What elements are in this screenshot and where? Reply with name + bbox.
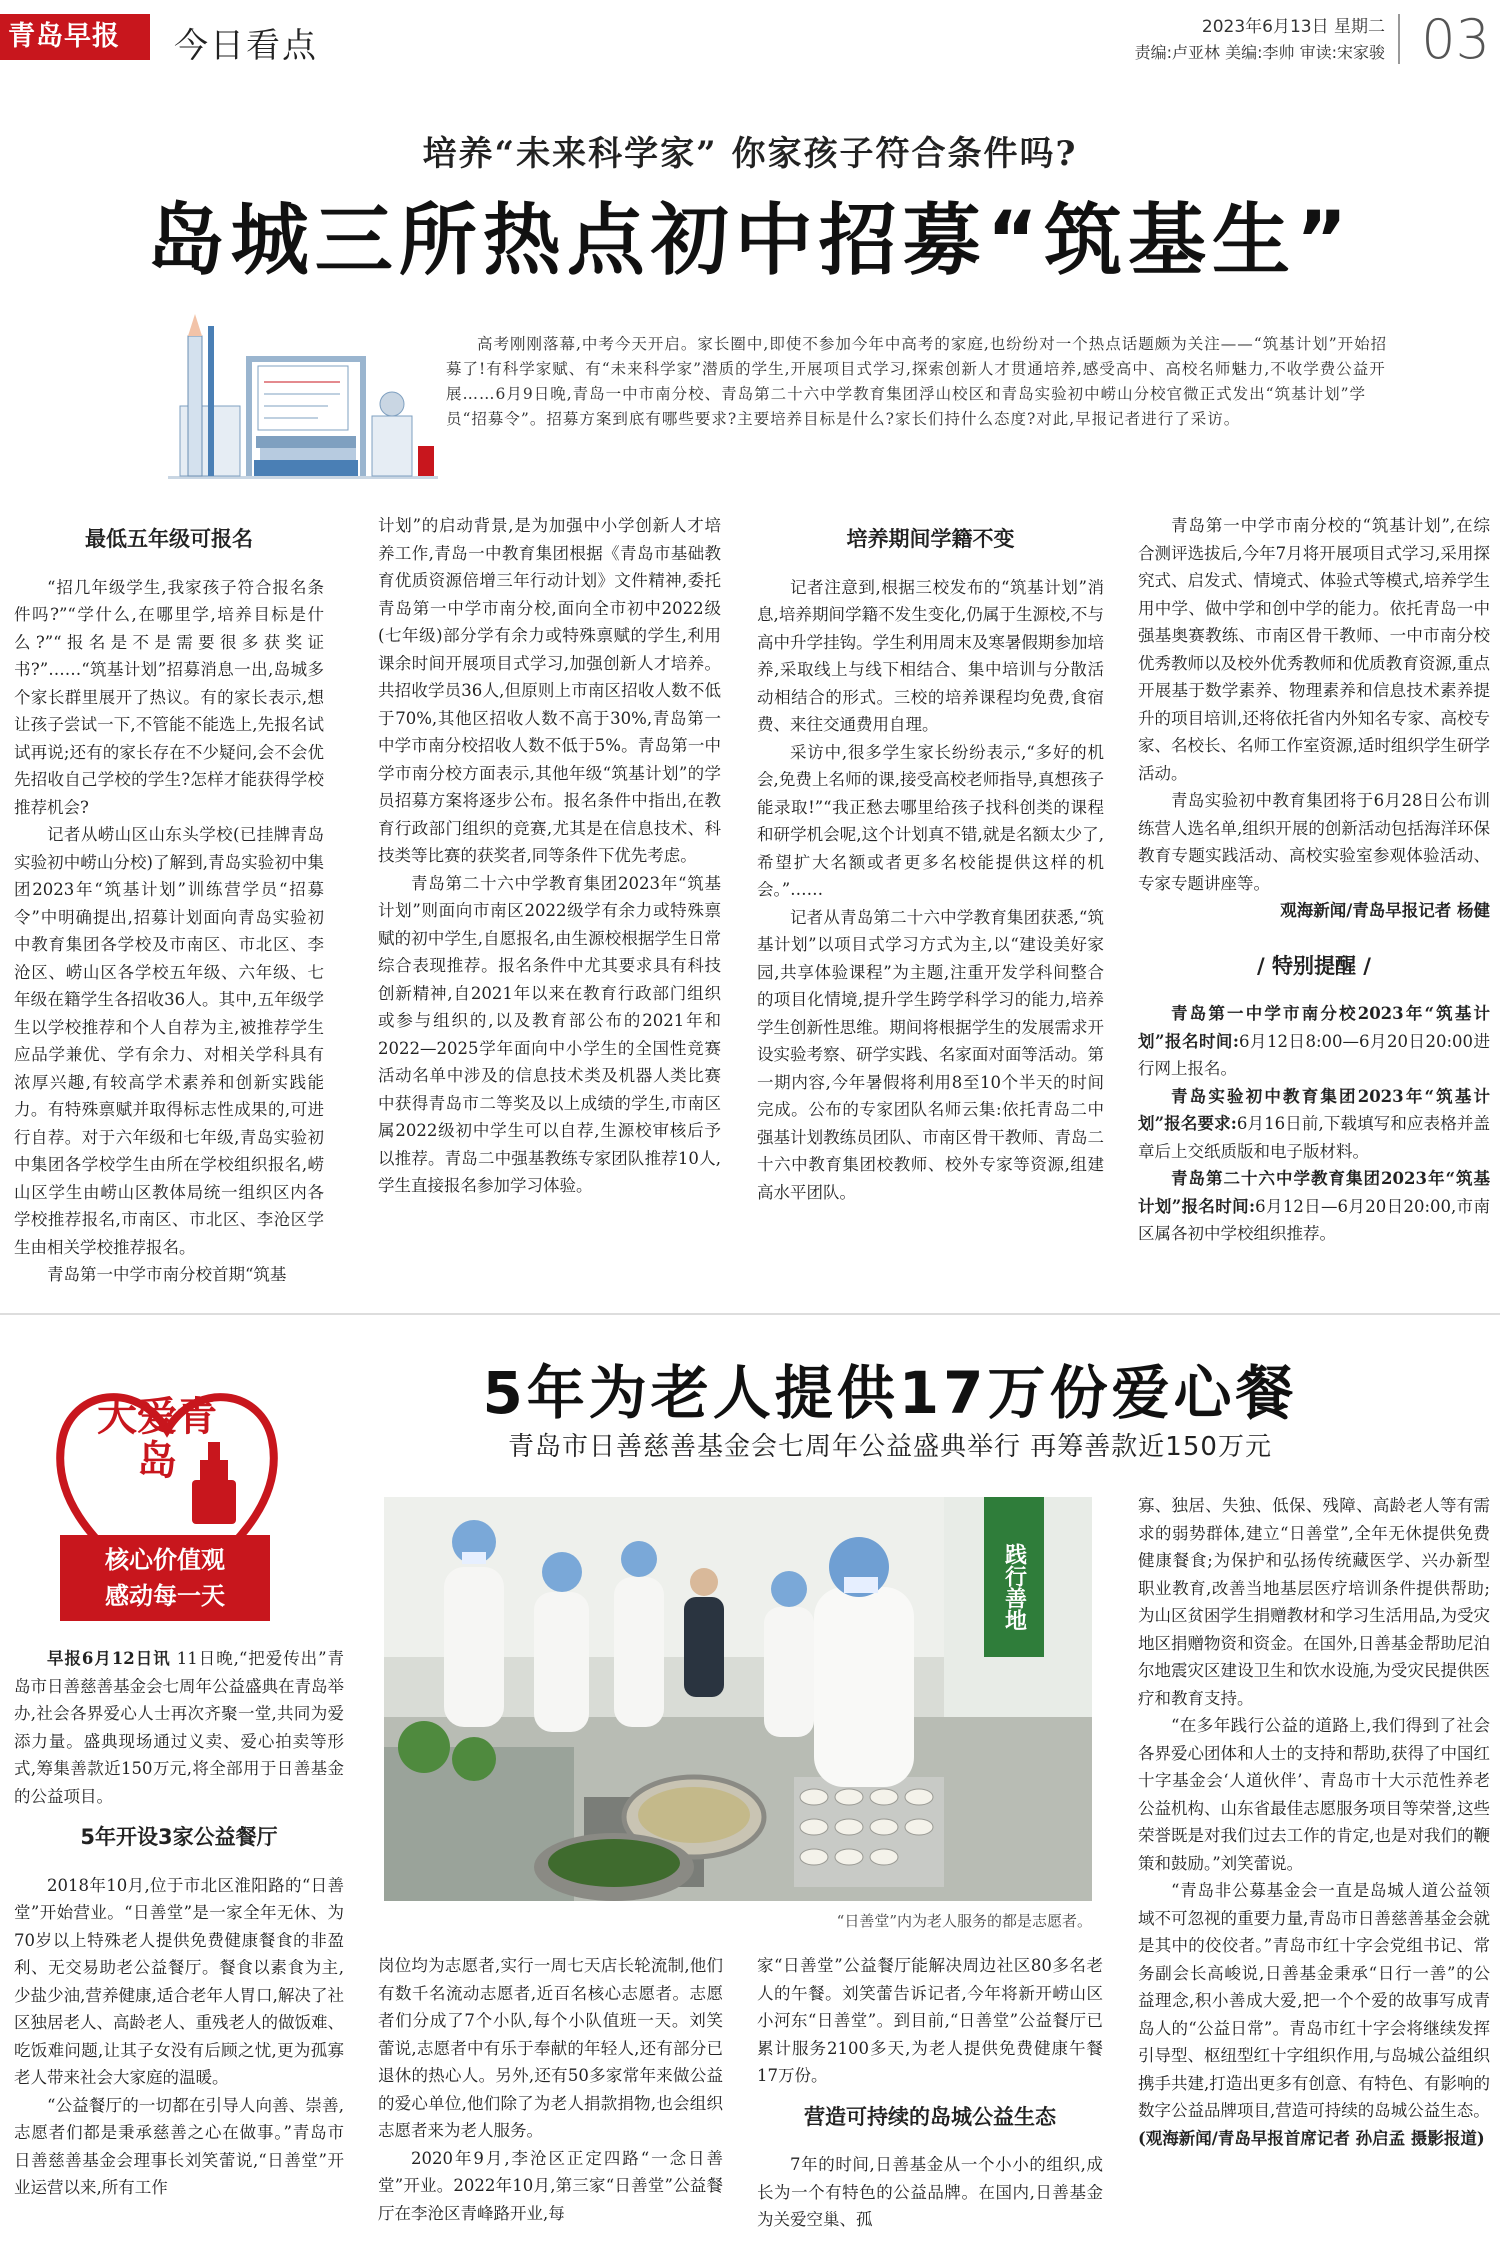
paragraph: 家“日善堂”公益餐厅能解决周边社区80多名老人的午餐。刘笑蕾告诉记者,今年将新开崂山区小河东“日善堂”。到目前,“日善堂”公益餐厅已累计服务2100多天,为老人提供免费健康午餐17万份。: [757, 1956, 1103, 2085]
masthead: [0, 0, 1500, 74]
paragraph: “青岛非公募基金会一直是岛城人道公益领域不可忽视的重要力量,青岛市日善慈善基金会就是其中的佼佼者。”青岛市红十字会党组书记、常务副会长高峻说,日善基金秉承“日行一善”的公益理念,积小善成大爱,把一个个爱的故事写成青岛人的“公益日常”。青岛市红十字会将继续发挥引导型、枢纽型红十字组织作用,与岛城公益组织携手共建,打造出更多有创意、有特色、有影响的数字公益品牌项目,营造可持续的岛城公益生态。: [1138, 1881, 1490, 2120]
books-illustration: [168, 296, 438, 482]
paragraph: 11日晚,“把爱传出”青岛市日善慈善基金会七周年公益盛典在青岛举办,社会各界爱心人士再次齐聚一堂,共同为爱添力量。盛典现场通过义卖、爱心拍卖等形式,筹集善款近150万元,将全部用于日善基金的公益项目。: [14, 1649, 344, 1806]
notice-item: [1138, 1000, 1490, 1083]
paragraph: 记者从青岛第二十六中学教育集团获悉,“筑基计划”以项目式学习方式为主,以“建设美好家园,共享体验课程”为主题,注重开发学科间整合的项目化情境,提升学生跨学科学习的能力,培养学生创新性思维。期间将根据学生的发展需求开设实验考察、研学实践、名家面对面等活动。第一期内容,今年暑假将利用8至10个半天的时间完成。公布的专家团队名师云集:依托青岛二中强基计划教练员团队、市南区骨干教师、青岛二十六中教育集团校教师、校外专家等资源,组建高水平团队。: [757, 907, 1104, 1202]
story-separator: [0, 1313, 1500, 1315]
masthead-divider: [1398, 14, 1400, 64]
volunteers-photo: [384, 1497, 1092, 1901]
banner-line: 核心价值观: [105, 1545, 225, 1574]
story2-column-4: [1138, 1492, 1490, 2152]
story2-column-3: [757, 1952, 1103, 2234]
paragraph: 2018年10月,位于市北区淮阳路的“日善堂”开始营业。“日善堂”是一家全年无休、为70岁以上特殊老人提供免费健康餐食的非盈利、无交易助老公益餐厅。餐食以素食为主,少盐少油,营养健康,适合老年人胃口,解决了社区独居老人、高龄老人、重残老人的做饭难、吃饭难问题,让其子女没有后顾之忧,更为孤寡老人带来社会大家庭的温暖。: [14, 1875, 344, 2087]
paragraph: 采访中,很多学生家长纷纷表示,“多好的机会,免费上名师的课,接受高校老师指导,真想孩子能录取!”“我正愁去哪里给孩子找科创类的课程和研学机会呢,这个计划真不错,就是名额太少了,希望扩大名额或者更多名校能提供这样的机会。”……: [757, 742, 1104, 899]
paragraph: “招几年级学生,我家孩子符合报名条件吗?”“学什么,在哪里学,培养目标是什么?”“报名是不是需要很多获奖证书?”……“筑基计划”招募消息一出,岛城多个家长群里展开了热议。有的家长表示,想让孩子尝试一下,不管能不能选上,先报名试试再说;还有的家长存在不少疑问,会不会优先招收自己学校的学生?怎样才能获得学校推荐机会?: [14, 577, 324, 817]
story1-headline: 岛城三所热点初中招募“筑基生”: [146, 196, 1354, 286]
story1-column-2: [378, 512, 721, 1200]
story1-intro: 高考刚刚落幕,中考今天开启。家长圈中,即使不参加今年中高考的家庭,也纷纷对一个热点话题颇为关注——“筑基计划”开始招募了!有科学家赋、有“未来科学家”潜质的学生,开展项目式学习,探索创新人才贯通培养,感受高中、高校名师魅力,不收学费公益开展……6月9日晚,青岛一中市南分校、青岛第二十六中学教育集团浮山校区和青岛实验初中崂山分校官微正式发出“筑基计划”学员“招募令”。招募方案到底有哪些要求?主要培养目标是什么?家长们持什么态度?对此,早报记者进行了采访。: [446, 335, 1388, 428]
notice-lead: 青岛第二十六中学教育集团2023年“筑基计划”报名时间:: [1138, 1169, 1490, 1216]
notice-item: [1138, 1083, 1490, 1166]
section-title: 今日看点: [174, 26, 318, 66]
notice-text: 6月12日8:00—6月20日20:00进行网上报名。: [1138, 1031, 1490, 1078]
banner-line: 感动每一天: [105, 1581, 225, 1610]
editor-credits: 责编:卢亚林 美编:李帅 审读:宋家骏: [1134, 43, 1385, 62]
story2-byline: (观海新闻/青岛早报首席记者 孙启孟 摄影报道): [1138, 2128, 1485, 2148]
paragraph: 记者从崂山区山东头学校(已挂牌青岛实验初中崂山分校)了解到,青岛实验初中集团2023年“筑基计划”训练营学员“招募令”中明确提出,招募计划面向青岛实验初中教育集团各学校及市南区、市北区、李沧区、崂山区各学校五年级、六年级、七年级在籍学生各招收36人。其中,五年级学生以学校推荐和个人自荐为主,被推荐学生应品学兼优、学有余力、对相关学科具有浓厚兴趣,有较高学术素养和创新实践能力。有特殊禀赋并取得标志性成果的,可进行自荐。对于六年级和七年级,青岛实验初中集团各学校学生由所在学校组织报名,崂山区学生由崂山区教体局统一组织区内各学校推荐报名,市南区、市北区、李沧区学生由相关学校推荐报名。: [14, 825, 324, 1257]
page-number: 03: [1421, 8, 1490, 71]
newspaper-logo: 青岛早报: [0, 14, 150, 60]
notice-lead: 青岛第一中学市南分校2023年“筑基计划”报名时间:: [1138, 1004, 1490, 1051]
paragraph: 青岛实验初中教育集团将于6月28日公布训练营人选名单,组织开展的创新活动包括海洋环保教育专题实践活动、高校实验室参观体验活动、专家专题讲座等。: [1138, 791, 1490, 893]
story2-column-2: [378, 1952, 723, 2227]
paragraph: 计划”的启动背景,是为加强中小学创新人才培养工作,青岛一中教育集团根据《青岛市基础教育优质资源倍增三年行动计划》文件精神,委托青岛第一中学市南分校,面向全市初中2022级(七年级)部分学有余力或特殊禀赋的学生,利用课余时间开展项目式学习,加强创新人才培养。共招收学员36人,但原则上市南区招收人数不低于70%,其他区招收人数不高于30%,青岛第一中学市南分校招收人数不低于5%。青岛第一中学市南分校方面表示,其他年级“筑基计划”的学员招募方案将逐步公布。报名条件中指出,在教育行政部门组织的竞赛,尤其是在信息技术、科技类等比赛的获奖者,同等条件下优先考虑。: [378, 516, 721, 865]
paragraph: 岗位均为志愿者,实行一周七天店长轮流制,他们有数千名流动志愿者,近百名核心志愿者。志愿者们分成了7个小队,每个小队值班一天。刘笑蕾说,志愿者中有乐于奉献的年轻人,还有部分已退休的热心人。另外,还有50多家常年来做公益的爱心单位,他们除了为老人捐款捐物,也会组织志愿者来为老人服务。: [378, 1956, 723, 2140]
issue-date: 2023年6月13日 星期二: [1201, 17, 1385, 37]
subhead-status-unchanged: 培养期间学籍不变: [846, 527, 1015, 551]
paragraph: 7年的时间,日善基金从一个小小的组织,成长为一个有特色的公益品牌。在国内,日善基金为关爱空巢、孤: [757, 2155, 1103, 2229]
paragraph: 寡、独居、失独、低保、残障、高龄老人等有需求的弱势群体,建立“日善堂”,全年无休提供免费健康餐食;为保护和弘扬传统藏医学、兴办新型职业教育,改善当地基层医疗培训条件提供帮助;为山区贫困学生捐赠教材和学习生活用品,为受灾地区捐赠物资和资金。在国外,日善基金帮助尼泊尔地震灾区建设卫生和饮水设施,为受灾民提供医疗和教育支持。: [1138, 1496, 1490, 1708]
paragraph: “公益餐厅的一切都在引导人向善、崇善,志愿者们都是秉承慈善之心在做事。”青岛市日善慈善基金会理事长刘笑蕾说,“日善堂”开业运营以来,所有工作: [14, 2095, 344, 2197]
paragraph: 青岛第二十六中学教育集团2023年“筑基计划”则面向市南区2022级学有余力或特殊禀赋的初中学生,自愿报名,由生源校根据学生日常综合表现推荐。报名条件中尤其要求具有科技创新精神,自2021年以来在教育行政部门组织或参与组织的,以及教育部公布的2021年和2022—2025学年面向中小学生的全国性竞赛活动名单中涉及的信息技术类及机器人类比赛中获得青岛市二等奖及以上成绩的学生,市南区属2022级初中学生可以自荐,生源校审核后予以推荐。青岛二中强基教练专家团队推荐10人,学生直接报名参加学习体验。: [378, 873, 721, 1195]
subhead-sustainable-ecology: 营造可持续的岛城公益生态: [804, 2104, 1056, 2129]
special-notice-heading: / 特别提醒 /: [1257, 953, 1371, 978]
subhead-three-canteens: 5年开设3家公益餐厅: [80, 1825, 278, 1849]
story2-column-1: [14, 1645, 344, 2202]
paragraph: 记者注意到,根据三校发布的“筑基计划”消息,培养期间学籍不发生变化,仍属于生源校,不与高中升学挂钩。学生利用周末及寒暑假期参加培养,采取线上与线下相结合、集中培训与分散活动相结合的形式。三校的培养课程均免费,食宿费、来往交通费用自理。: [757, 577, 1104, 734]
story2-subheadline: 青岛市日善慈善基金会七周年公益盛典举行 再筹善款近150万元: [508, 1432, 1272, 1462]
paragraph: 2020年9月,李沧区正定四路“一念日善堂”开业。2022年10月,第三家“日善堂”公益餐厅在李沧区青峰路开业,每: [378, 2148, 723, 2223]
photo-wall-sign: 践行善地: [1001, 1543, 1027, 1631]
notice-text: 6月16日前,下载填写和应表格并盖章后上交纸质版和电子版材料。: [1138, 1114, 1490, 1161]
core-values-banner: [60, 1535, 270, 1621]
subhead-min-grade: 最低五年级可报名: [85, 527, 253, 551]
paragraph: “在多年践行公益的道路上,我们得到了社会各界爱心团体和人士的支持和帮助,获得了中国红十字基金会‘人道伙伴’、青岛市十大示范性养老公益机构、山东省最佳志愿服务项目等荣誉,这些荣誉既是对我们过去工作的肯定,也是对我们的鞭策和鼓励。”刘笑蕾说。: [1138, 1716, 1490, 1873]
badge-title: 大爱青岛: [97, 1394, 217, 1484]
story1-kicker: 培养“未来科学家” 你家孩子符合条件吗?: [422, 134, 1078, 174]
notice-lead: 青岛实验初中教育集团2023年“筑基计划”报名要求:: [1138, 1086, 1490, 1133]
story1-byline: 观海新闻/青岛早报记者 杨健: [1280, 901, 1490, 920]
notice-item: [1138, 1165, 1490, 1248]
story1-column-3: [757, 512, 1104, 1206]
story1-column-1: [14, 512, 324, 1289]
story1-column-4: [1138, 512, 1490, 1248]
paragraph: 青岛第一中学市南分校首期“筑基: [47, 1265, 287, 1284]
paragraph: 青岛第一中学市南分校的“筑基计划”,在综合测评选拔后,今年7月将开展项目式学习,采用探究式、启发式、情境式、体验式等模式,培养学生用中学、做中学和创中学的能力。依托青岛一中强基奥赛教练、市南区骨干教师、一中市南分校优秀教师以及校外优秀教师和优质教育资源,重点开展基于数学素养、物理素养和信息技术素养提升的项目培训,还将依托省内外知名专家、高校专家、名校长、名师工作室资源,适时组织学生研学活动。: [1138, 516, 1490, 783]
story2-headline: 5年为老人提供17万份爱心餐: [482, 1359, 1298, 1427]
notice-text: 6月12日—6月20日20:00,市南区属各初中学校组织推荐。: [1138, 1196, 1490, 1243]
photo-caption: “日善堂”内为老人服务的都是志愿者。: [836, 1912, 1092, 1930]
dateline: 早报6月12日讯: [47, 1649, 171, 1668]
